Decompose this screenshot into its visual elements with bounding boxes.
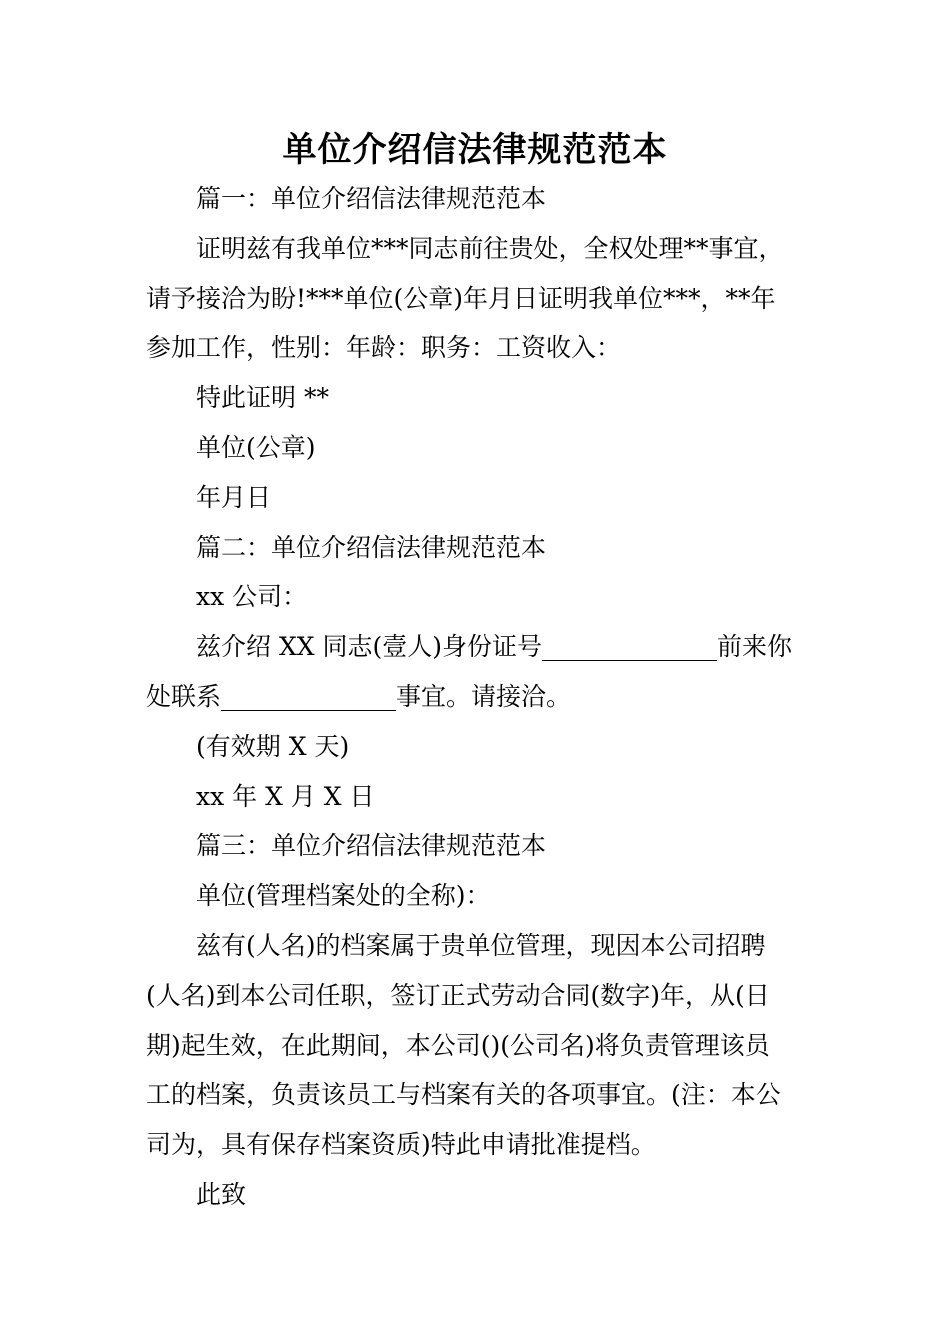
paragraph (146, 572, 810, 622)
paragraph (146, 373, 810, 423)
paragraph-line: xx 年 X 月 X 日 (196, 781, 375, 811)
paragraph (146, 921, 810, 1170)
paragraph-line: 篇二：单位介绍信法律规范范本 (196, 532, 547, 562)
document-title: 单位介绍信法律规范范本 (282, 130, 668, 170)
paragraph (146, 1170, 810, 1220)
paragraph-line: 兹介绍 XX 同志(壹人)身份证号______________前来你 (196, 632, 792, 662)
paragraph-line: 篇一：单位介绍信法律规范范本 (196, 184, 547, 213)
paragraph-line: 处联系______________事宜。请接洽。 (146, 681, 572, 711)
paragraph-line: 证明兹有我单位***同志前往贵处，全权处理**事宜， (196, 233, 784, 263)
paragraph-line: 特此证明 ** (196, 383, 329, 413)
paragraph-line: 兹有(人名)的档案属于贵单位管理，现因本公司招聘 (196, 930, 766, 960)
document-body (146, 174, 810, 1220)
paragraph-line: 参加工作，性别：年龄：职务：工资收入： (146, 333, 622, 363)
paragraph-line: 请予接洽为盼!***单位(公章)年月日证明我单位***，**年 (146, 283, 776, 313)
paragraph-line: xx 公司： (196, 582, 308, 612)
paragraph (146, 423, 810, 473)
paragraph (146, 174, 810, 224)
paragraph-line: 年月日 (196, 482, 272, 512)
paragraph (146, 523, 810, 573)
paragraph (146, 224, 810, 373)
paragraph (146, 871, 810, 921)
paragraph (146, 622, 810, 722)
paragraph-line: (人名)到本公司任职，签订正式劳动合同(数字)年，从(日 (146, 980, 770, 1010)
paragraph-line: 篇三：单位介绍信法律规范范本 (196, 831, 547, 861)
paragraph (146, 473, 810, 523)
paragraph-line: (有效期 X 天) (196, 731, 350, 761)
paragraph (146, 722, 810, 772)
paragraph-line: 期)起生效，在此期间，本公司()(公司名)将负责管理该员 (146, 1030, 770, 1060)
paragraph-line: 司为，具有保存档案资质)特此申请批准提档。 (146, 1130, 656, 1160)
paragraph (146, 772, 810, 822)
paragraph-line: 此致 (196, 1179, 247, 1209)
paragraph-line: 工的档案，负责该员工与档案有关的各项事宜。(注：本公 (146, 1080, 781, 1110)
paragraph-line: 单位(公章) (196, 432, 316, 462)
paragraph (146, 821, 810, 871)
paragraph-line: 单位(管理档案处的全称)： (196, 881, 491, 911)
